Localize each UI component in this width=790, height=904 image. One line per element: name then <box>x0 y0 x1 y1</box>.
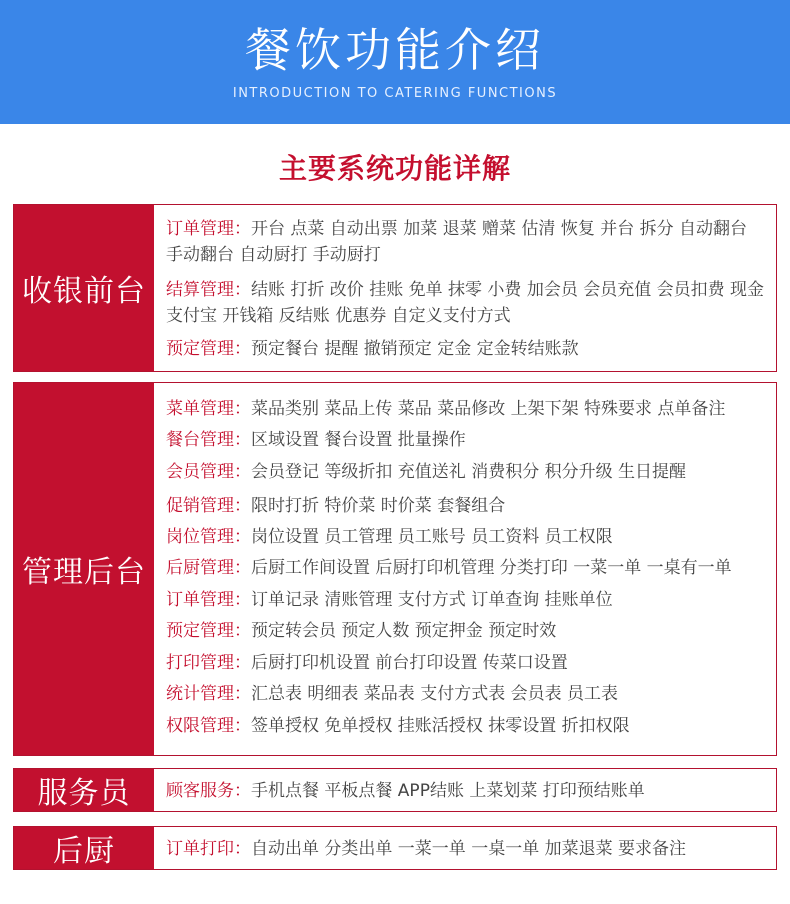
feature-items: 汇总表 明细表 菜品表 支付方式表 会员表 员工表 <box>251 684 619 704</box>
panel-body <box>166 827 768 869</box>
feature-label: 权限管理： <box>166 716 251 736</box>
feature-items: 开台 点菜 自动出票 加菜 退菜 赠菜 估清 恢复 并台 拆分 自动翻台 手动翻台 自动厨打 手动厨打 <box>166 219 748 265</box>
feature-items: 订单记录 清账管理 支付方式 订单查询 挂账单位 <box>251 590 613 610</box>
feature-row <box>166 336 768 362</box>
panel-body <box>166 383 768 755</box>
feature-label: 结算管理： <box>166 280 251 300</box>
feature-label: 菜单管理： <box>166 399 251 419</box>
page-subtitle: INTRODUCTION TO CATERING FUNCTIONS <box>232 86 558 101</box>
feature-row <box>166 555 768 581</box>
feature-items: 限时打折 特价菜 时价菜 套餐组合 <box>251 496 506 516</box>
page-title: 餐饮功能介绍 <box>245 23 545 77</box>
feature-items: 会员登记 等级折扣 充值送礼 消费积分 积分升级 生日提醒 <box>251 462 687 482</box>
feature-label: 预定管理： <box>166 339 251 359</box>
feature-items: 预定转会员 预定人数 预定押金 预定时效 <box>251 621 557 641</box>
feature-items: 岗位设置 员工管理 员工账号 员工资料 员工权限 <box>251 527 613 547</box>
feature-items: 结账 打折 改价 挂账 免单 抹零 小费 加会员 会员充值 会员扣费 现金 支付宝 开钱箱 反结账 优惠券 自定义支付方式 <box>166 280 765 326</box>
feature-items: 手机点餐 平板点餐 APP结账 上菜划菜 打印预结账单 <box>251 781 645 801</box>
panel-waiter <box>13 768 777 812</box>
feature-row <box>166 277 768 329</box>
feature-items: 后厨打印机设置 前台打印设置 传菜口设置 <box>251 653 568 673</box>
feature-items: 菜品类别 菜品上传 菜品 菜品修改 上架下架 特殊要求 点单备注 <box>251 399 726 419</box>
feature-items: 签单授权 免单授权 挂账活授权 抹零设置 折扣权限 <box>251 716 630 736</box>
feature-row <box>166 618 768 644</box>
feature-label: 后厨管理： <box>166 558 251 578</box>
panel-heading: 后厨 <box>14 827 154 869</box>
feature-label: 促销管理： <box>166 496 251 516</box>
feature-row <box>166 524 768 550</box>
feature-label: 餐台管理： <box>166 430 251 450</box>
feature-label: 预定管理： <box>166 621 251 641</box>
feature-items: 自动出单 分类出单 一菜一单 一桌一单 加菜退菜 要求备注 <box>251 839 687 859</box>
panel-management-backend <box>13 382 777 756</box>
feature-row <box>166 216 768 268</box>
feature-row <box>166 396 768 422</box>
feature-row <box>166 681 768 707</box>
feature-row <box>166 836 768 862</box>
feature-label: 岗位管理： <box>166 527 251 547</box>
feature-items: 区域设置 餐台设置 批量操作 <box>251 430 466 450</box>
feature-label: 顾客服务： <box>166 781 251 801</box>
feature-row <box>166 713 768 739</box>
panel-heading: 管理后台 <box>14 383 154 755</box>
feature-row <box>166 650 768 676</box>
feature-label: 订单管理： <box>166 219 251 239</box>
feature-label: 订单管理： <box>166 590 251 610</box>
feature-label: 会员管理： <box>166 462 251 482</box>
feature-row <box>166 778 768 804</box>
feature-label: 统计管理： <box>166 684 251 704</box>
feature-row <box>166 493 768 519</box>
feature-row <box>166 427 768 453</box>
feature-label: 打印管理： <box>166 653 251 673</box>
panel-cashier-front <box>13 204 777 372</box>
header-banner <box>0 0 790 124</box>
feature-items: 后厨工作间设置 后厨打印机管理 分类打印 一菜一单 一桌有一单 <box>251 558 732 578</box>
feature-row <box>166 459 768 485</box>
feature-row <box>166 587 768 613</box>
panel-body <box>166 769 768 811</box>
feature-items: 预定餐台 提醒 撤销预定 定金 定金转结账款 <box>251 339 579 359</box>
panel-body <box>166 205 768 371</box>
feature-label: 订单打印： <box>166 839 251 859</box>
section-title: 主要系统功能详解 <box>278 152 511 185</box>
panel-kitchen <box>13 826 777 870</box>
panel-heading: 收银前台 <box>14 205 154 371</box>
panel-heading: 服务员 <box>14 769 154 811</box>
